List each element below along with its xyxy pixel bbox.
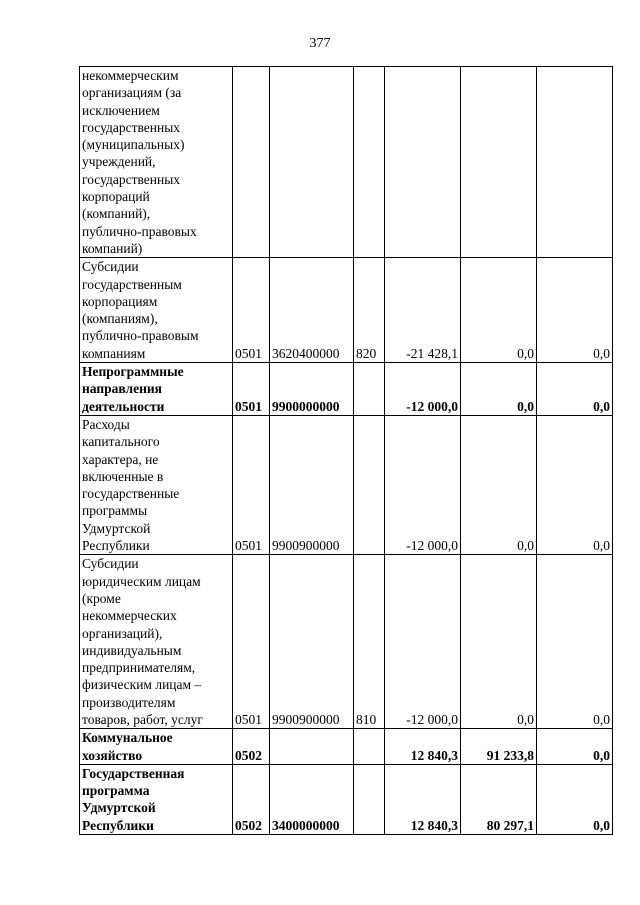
row-name-line: предпринимателям, xyxy=(82,660,196,676)
row-name-line: Удмуртской xyxy=(82,520,151,536)
row-name-line: (кроме xyxy=(82,590,121,606)
amount-2: 0,0 xyxy=(461,415,537,554)
row-name-line: Государственная xyxy=(82,765,185,781)
row-name-line: физическим лицам – xyxy=(82,677,202,693)
target-code: 9900000000 xyxy=(270,363,354,416)
row-name-line: Расходы xyxy=(82,416,130,432)
row-name xyxy=(80,415,233,554)
budget-table-body xyxy=(80,67,613,835)
section-code: 0501 xyxy=(233,363,270,416)
row-name-line: характера, не xyxy=(82,451,159,467)
row-name-line: компаний) xyxy=(82,240,143,256)
row-name-line: Республики xyxy=(82,538,150,554)
row-name-line: компаниям xyxy=(82,345,146,361)
type-code xyxy=(354,363,385,416)
section-code: 0502 xyxy=(233,764,270,834)
table-row xyxy=(80,764,613,834)
row-name-line: государственным xyxy=(82,276,182,292)
target-code: 9900900000 xyxy=(270,415,354,554)
type-code: 820 xyxy=(354,258,385,363)
row-name-line: Коммунальное xyxy=(82,730,173,746)
target-code xyxy=(270,67,354,258)
row-name-line: некоммерческих xyxy=(82,608,177,624)
row-name-line: Субсидии xyxy=(82,556,139,572)
row-name xyxy=(80,729,233,765)
row-name-line: (компаниям), xyxy=(82,311,158,327)
amount-3: 0,0 xyxy=(537,415,613,554)
row-name-line: организаций), xyxy=(82,625,163,641)
type-code xyxy=(354,415,385,554)
row-name-line: организациям (за xyxy=(82,85,182,101)
amount-1: -12 000,0 xyxy=(385,415,461,554)
amount-3: 0,0 xyxy=(537,729,613,765)
row-name-line: хозяйство xyxy=(82,747,143,763)
row-name-line: государственных xyxy=(82,171,181,187)
amount-1: 12 840,3 xyxy=(385,729,461,765)
row-name-line: публично-правовым xyxy=(82,328,199,344)
row-name-line: учреждений, xyxy=(82,154,156,170)
row-name-line: корпораций xyxy=(82,189,150,205)
type-code: 810 xyxy=(354,555,385,729)
row-name-line: направления xyxy=(82,381,162,397)
target-code: 3620400000 xyxy=(270,258,354,363)
row-name-line: Субсидии xyxy=(82,259,139,275)
row-name-line: государственных xyxy=(82,119,181,135)
row-name-line: юридическим лицам xyxy=(82,573,201,589)
type-code xyxy=(354,764,385,834)
row-name-line: производителям xyxy=(82,694,176,710)
row-name xyxy=(80,67,233,258)
amount-2: 0,0 xyxy=(461,555,537,729)
row-name-line: Непрограммные xyxy=(82,364,184,380)
section-code: 0501 xyxy=(233,415,270,554)
row-name xyxy=(80,764,233,834)
row-name-line: (компаний), xyxy=(82,206,151,222)
table-row xyxy=(80,363,613,416)
section-code: 0501 xyxy=(233,555,270,729)
row-name-line: товаров, работ, услуг xyxy=(82,711,203,727)
row-name-line: индивидуальным xyxy=(82,642,182,658)
table-row xyxy=(80,258,613,363)
amount-2: 0,0 xyxy=(461,258,537,363)
target-code: 3400000000 xyxy=(270,764,354,834)
row-name-line: программы xyxy=(82,503,148,519)
amount-3: 0,0 xyxy=(537,555,613,729)
amount-3: 0,0 xyxy=(537,258,613,363)
amount-3 xyxy=(537,67,613,258)
row-name-line: публично-правовых xyxy=(82,223,197,239)
section-code: 0501 xyxy=(233,258,270,363)
section-code xyxy=(233,67,270,258)
section-code: 0502 xyxy=(233,729,270,765)
amount-2: 0,0 xyxy=(461,363,537,416)
row-name-line: некоммерческим xyxy=(82,68,179,83)
amount-1: -12 000,0 xyxy=(385,363,461,416)
amount-2 xyxy=(461,67,537,258)
target-code xyxy=(270,729,354,765)
amount-1: -12 000,0 xyxy=(385,555,461,729)
table-row xyxy=(80,67,613,258)
table-row xyxy=(80,729,613,765)
target-code: 9900900000 xyxy=(270,555,354,729)
amount-1: -21 428,1 xyxy=(385,258,461,363)
amount-1: 12 840,3 xyxy=(385,764,461,834)
row-name xyxy=(80,363,233,416)
row-name-line: капитального xyxy=(82,434,160,450)
amount-3: 0,0 xyxy=(537,363,613,416)
type-code xyxy=(354,729,385,765)
row-name xyxy=(80,555,233,729)
page-number: 377 xyxy=(309,36,331,51)
row-name-line: (муниципальных) xyxy=(82,137,185,153)
row-name-line: Удмуртской xyxy=(82,800,156,816)
row-name-line: корпорациям xyxy=(82,293,158,309)
row-name-line: исключением xyxy=(82,102,160,118)
row-name-line: программа xyxy=(82,783,150,799)
row-name-line: включенные в xyxy=(82,468,164,484)
row-name xyxy=(80,258,233,363)
amount-1 xyxy=(385,67,461,258)
row-name-line: Республики xyxy=(82,817,154,833)
table-row xyxy=(80,555,613,729)
table-row xyxy=(80,415,613,554)
amount-2: 80 297,1 xyxy=(461,764,537,834)
budget-table xyxy=(79,66,613,835)
amount-3: 0,0 xyxy=(537,764,613,834)
amount-2: 91 233,8 xyxy=(461,729,537,765)
row-name-line: деятельности xyxy=(82,398,165,414)
type-code xyxy=(354,67,385,258)
row-name-line: государственные xyxy=(82,486,180,502)
